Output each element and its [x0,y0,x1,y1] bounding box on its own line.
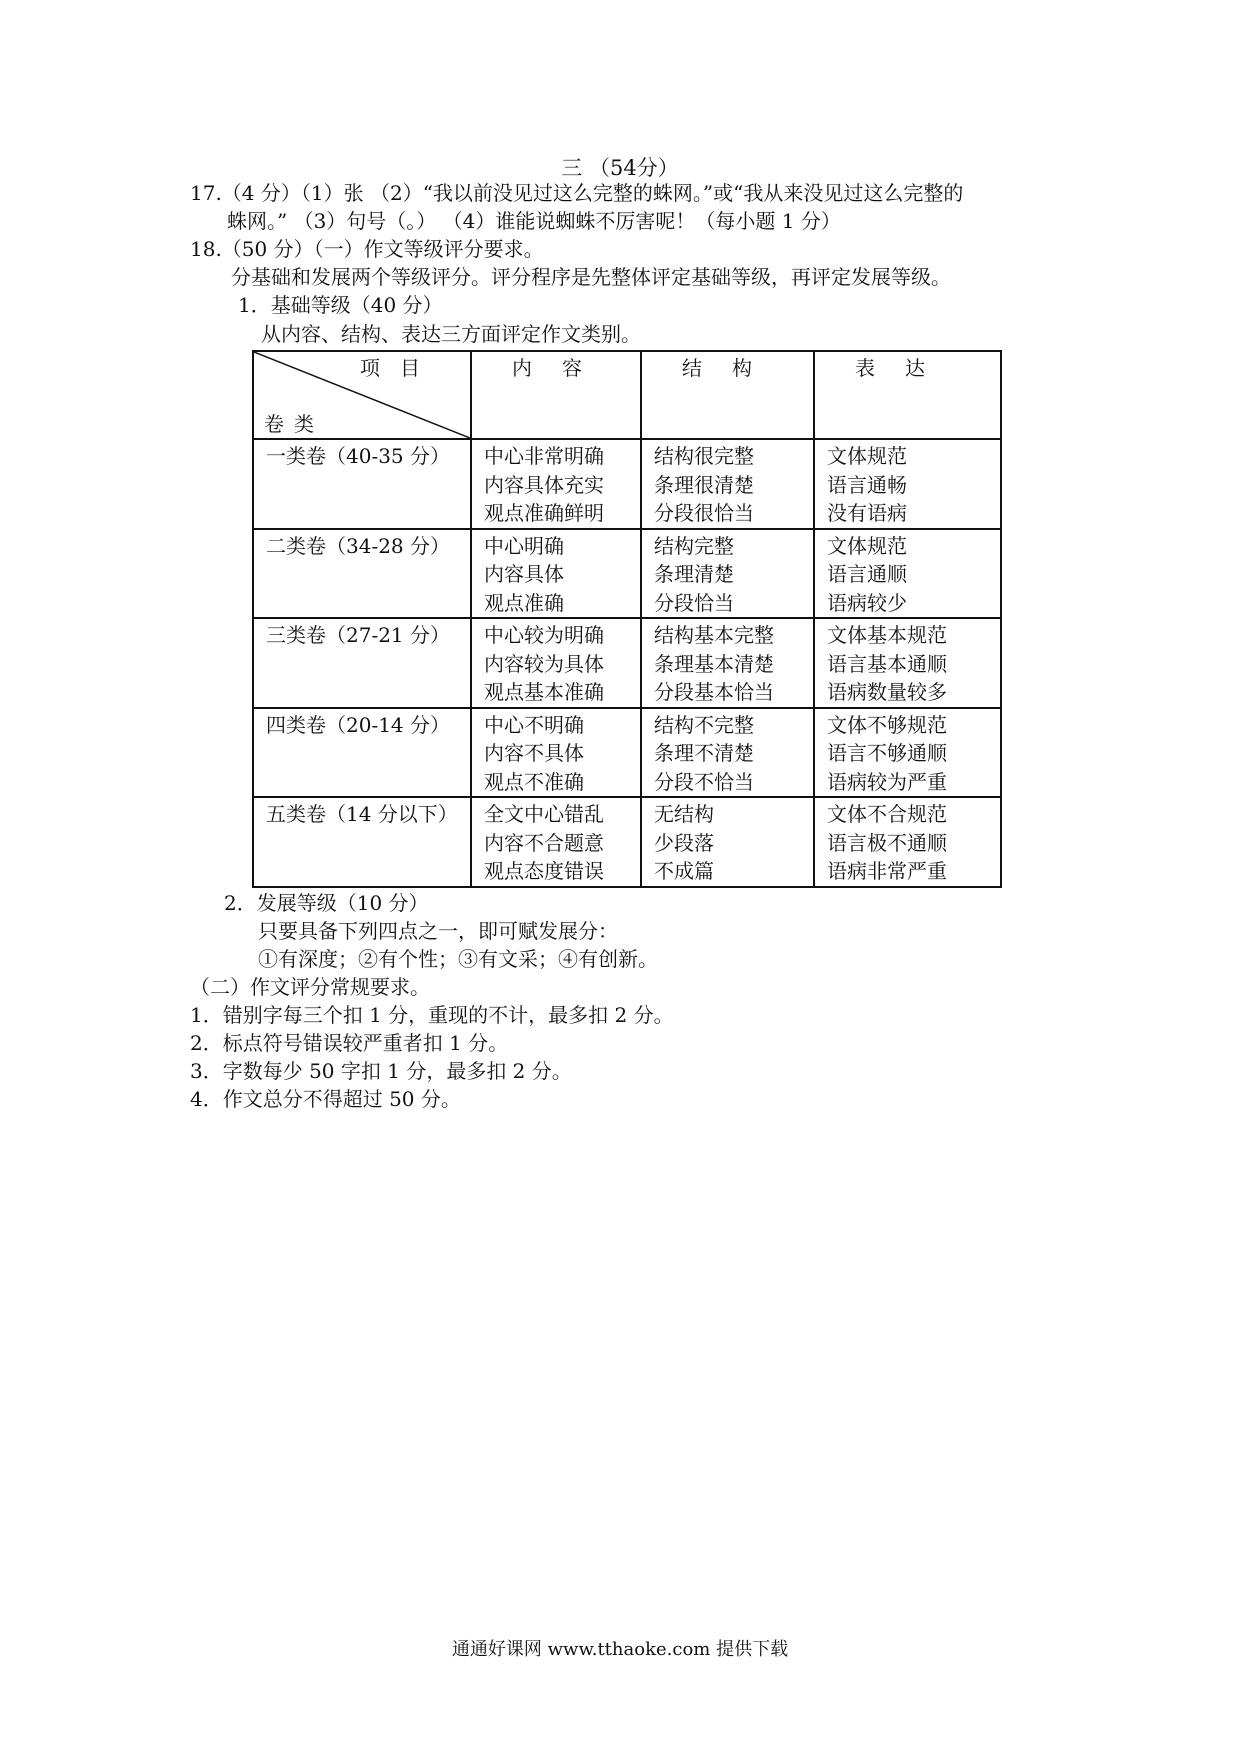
cell-content-line: 全文中心错乱 [484,802,604,826]
row-category: 二类卷（34-28 分） [253,529,471,619]
general-item-4: 4．作文总分不得超过 50 分。 [190,1087,461,1111]
header-content: 内容 [471,351,641,439]
row-category: 三类卷（27-21 分） [253,618,471,708]
cell-structure-line: 条理不清楚 [654,741,754,765]
cell-expression-line: 文体规范 [827,533,907,558]
row-category: 四类卷（20-14 分） [253,708,471,798]
cell-expression-line: 语病非常严重 [827,859,947,883]
cell-content-line: 中心非常明确 [484,444,604,468]
cell-structure [641,797,814,887]
cell-expression-line: 语病较少 [827,590,907,615]
cell-structure [641,529,814,619]
cell-structure-line: 分段很恰当 [654,501,754,525]
general-item-1: 1．错别字每三个扣 1 分，重现的不计，最多扣 2 分。 [190,1003,674,1027]
cell-structure-line: 条理很清楚 [654,472,754,497]
cell-structure-line: 分段基本恰当 [654,680,774,704]
basic-level-desc: 从内容、结构、表达三方面评定作文类别。 [261,322,641,346]
cell-content-line: 内容具体充实 [484,472,604,497]
row-category: 一类卷（40-35 分） [253,439,471,529]
cell-structure-line: 结构完整 [654,533,734,558]
corner-label-item: 项目 [360,356,440,380]
cell-content-line: 内容具体 [484,562,564,586]
cell-expression-line: 文体不够规范 [827,712,947,737]
cell-content [471,797,641,887]
header-expression: 表达 [814,351,1001,439]
cell-structure [641,618,814,708]
cell-content-line: 内容不具体 [484,741,584,765]
cell-structure [641,708,814,798]
cell-content-line: 观点准确鲜明 [484,501,604,525]
cell-content-line: 内容不合题意 [484,830,604,855]
cell-expression-line: 语言不够通顺 [827,741,947,765]
table-row [253,797,1001,887]
cell-content [471,439,641,529]
cell-structure-line: 结构很完整 [654,444,754,468]
cell-content-line: 中心不明确 [484,712,584,737]
cell-structure-line: 结构不完整 [654,712,754,737]
table-row [253,439,1001,529]
cell-structure-line: 结构基本完整 [654,623,774,647]
cell-expression-line: 没有语病 [827,501,907,525]
q17-line1: 17.（4 分）（1）张 （2）“我以前没见过这么完整的蛛网。”或“我从来没见过这么完整的 [190,181,964,205]
cell-expression-line: 文体规范 [827,444,907,468]
cell-content-line: 中心明确 [484,533,564,558]
cell-content-line: 观点基本准确 [484,680,604,704]
table-row [253,618,1001,708]
general-heading: （二）作文评分常规要求。 [190,975,430,999]
basic-level-heading: 1．基础等级（40 分） [238,293,443,317]
table-row [253,529,1001,619]
cell-content-line: 内容较为具体 [484,651,604,676]
cell-structure-line: 分段恰当 [654,590,734,615]
cell-content [471,618,641,708]
cell-expression [814,529,1001,619]
cell-content-line: 观点准确 [484,590,564,615]
cell-structure [641,439,814,529]
cell-content-line: 中心较为明确 [484,623,604,647]
cell-expression [814,797,1001,887]
table-body [253,439,1001,887]
grading-table [252,350,1002,888]
header-structure: 结构 [641,351,814,439]
cell-expression-line: 语言基本通顺 [827,651,947,676]
cell-structure-line: 无结构 [654,802,714,826]
cell-expression-line: 语言通畅 [827,472,907,497]
cell-content-line: 观点态度错误 [484,859,604,883]
cell-expression [814,618,1001,708]
corner-label-category: 卷类 [264,411,324,436]
general-item-3: 3．字数每少 50 字扣 1 分，最多扣 2 分。 [190,1059,572,1083]
cell-content [471,529,641,619]
development-line2: ①有深度；②有个性；③有文采；④有创新。 [258,947,658,971]
q18-line2: 分基础和发展两个等级评分。评分程序是先整体评定基础等级，再评定发展等级。 [231,265,951,289]
q18-line1: 18.（50 分）（一）作文等级评分要求。 [190,237,544,261]
section-title: 三 （54分） [561,156,679,180]
table-header-row [253,351,1001,439]
cell-expression-line: 语病较为严重 [827,769,947,794]
cell-expression-line: 文体不合规范 [827,802,947,826]
cell-expression-line: 文体基本规范 [827,623,947,647]
cell-expression [814,439,1001,529]
development-heading: 2．发展等级（10 分） [224,891,429,915]
q17-line2: 蛛网。” （3）句号（。） （4）谁能说蜘蛛不厉害呢！（每小题 1 分） [227,209,841,233]
cell-structure-line: 条理清楚 [654,562,734,586]
cell-structure-line: 少段落 [654,830,714,855]
cell-structure-line: 不成篇 [654,859,714,883]
cell-expression-line: 语言极不通顺 [827,830,947,855]
row-category: 五类卷（14 分以下） [253,797,471,887]
cell-content-line: 观点不准确 [484,769,584,794]
cell-expression-line: 语言通顺 [827,562,907,586]
cell-structure-line: 分段不恰当 [654,769,754,794]
development-line1: 只要具备下列四点之一，即可赋发展分： [258,919,618,943]
table-corner-cell [253,351,471,439]
cell-expression-line: 语病数量较多 [827,680,947,704]
cell-expression [814,708,1001,798]
cell-structure-line: 条理基本清楚 [654,651,774,676]
cell-content [471,708,641,798]
general-item-2: 2．标点符号错误较严重者扣 1 分。 [190,1031,509,1055]
footer-source: 通通好课网 www.tthaoke.com 提供下载 [451,1639,789,1660]
table-row [253,708,1001,798]
